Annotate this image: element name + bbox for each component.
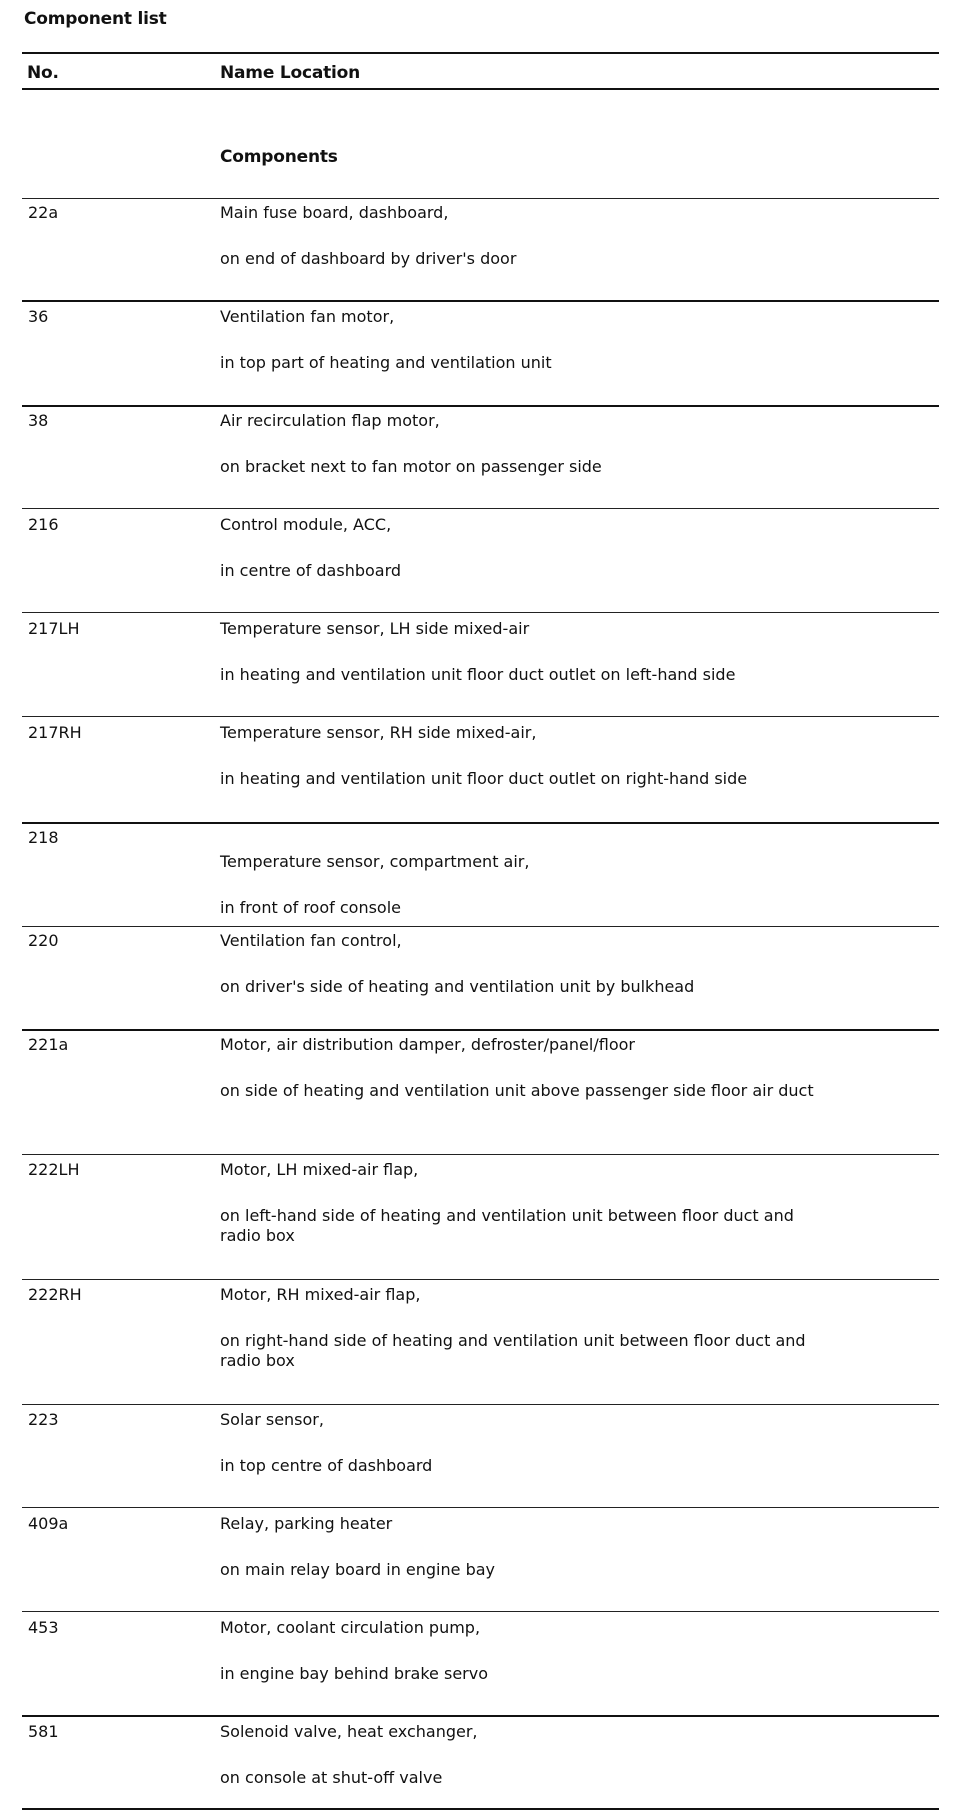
component-location: in front of roof console bbox=[220, 898, 401, 917]
component-number: 22a bbox=[28, 203, 59, 222]
component-number: 222LH bbox=[28, 1160, 80, 1179]
component-location: on end of dashboard by driver's door bbox=[220, 249, 517, 268]
row-divider bbox=[22, 405, 939, 407]
row-divider bbox=[22, 300, 939, 302]
component-location: on right-hand side of heating and ventilation unit between floor duct and radio box bbox=[220, 1331, 806, 1370]
component-name: Air recirculation flap motor, bbox=[220, 411, 440, 430]
row-divider bbox=[22, 1611, 939, 1612]
column-header-no: No. bbox=[27, 63, 59, 83]
row-divider bbox=[22, 822, 939, 824]
component-number: 581 bbox=[28, 1722, 59, 1741]
component-location: on driver's side of heating and ventilation unit by bulkhead bbox=[220, 977, 695, 996]
row-divider bbox=[22, 926, 939, 927]
row-divider bbox=[22, 612, 939, 613]
row-divider bbox=[22, 508, 939, 509]
component-number: 221a bbox=[28, 1035, 69, 1054]
header-top-rule bbox=[22, 52, 939, 54]
component-number: 216 bbox=[28, 515, 59, 534]
component-name: Solar sensor, bbox=[220, 1410, 324, 1429]
section-rule bbox=[22, 198, 939, 199]
component-number: 218 bbox=[28, 828, 59, 847]
component-name: Temperature sensor, RH side mixed-air, bbox=[220, 723, 537, 742]
component-number: 453 bbox=[28, 1618, 59, 1637]
component-location: on main relay board in engine bay bbox=[220, 1560, 495, 1579]
row-divider bbox=[22, 1715, 939, 1717]
component-name: Ventilation fan motor, bbox=[220, 307, 395, 326]
component-number: 217LH bbox=[28, 619, 80, 638]
row-divider bbox=[22, 1029, 939, 1031]
component-name: Temperature sensor, compartment air, bbox=[220, 852, 530, 871]
component-name: Relay, parking heater bbox=[220, 1514, 393, 1533]
component-number: 217RH bbox=[28, 723, 82, 742]
component-name: Temperature sensor, LH side mixed-air bbox=[220, 619, 530, 638]
component-name: Solenoid valve, heat exchanger, bbox=[220, 1722, 478, 1741]
component-name: Motor, air distribution damper, defroster/panel/floor bbox=[220, 1035, 635, 1054]
component-number: 222RH bbox=[28, 1285, 82, 1304]
row-divider bbox=[22, 716, 939, 717]
header-bottom-rule bbox=[22, 88, 939, 90]
section-heading: Components bbox=[220, 147, 338, 167]
row-divider bbox=[22, 1507, 939, 1508]
component-location: in heating and ventilation unit floor duct outlet on left-hand side bbox=[220, 665, 736, 684]
column-header-name-location: Name Location bbox=[220, 63, 361, 83]
row-divider bbox=[22, 1279, 939, 1280]
component-location: on bracket next to fan motor on passenger side bbox=[220, 457, 602, 476]
component-name: Motor, LH mixed-air flap, bbox=[220, 1160, 419, 1179]
component-number: 220 bbox=[28, 931, 59, 950]
component-location: in engine bay behind brake servo bbox=[220, 1664, 488, 1683]
component-name: Control module, ACC, bbox=[220, 515, 392, 534]
row-divider bbox=[22, 1404, 939, 1405]
component-name: Main fuse board, dashboard, bbox=[220, 203, 449, 222]
component-location: on console at shut-off valve bbox=[220, 1768, 443, 1787]
component-location: on side of heating and ventilation unit above passenger side floor air duct bbox=[220, 1081, 814, 1100]
component-number: 223 bbox=[28, 1410, 59, 1429]
component-number: 36 bbox=[28, 307, 49, 326]
component-number: 38 bbox=[28, 411, 49, 430]
component-location: in top centre of dashboard bbox=[220, 1456, 433, 1475]
component-location: in heating and ventilation unit floor duct outlet on right-hand side bbox=[220, 769, 748, 788]
component-number: 409a bbox=[28, 1514, 69, 1533]
table-bottom-rule bbox=[22, 1808, 939, 1810]
row-divider bbox=[22, 1154, 939, 1155]
document-title: Component list bbox=[24, 9, 167, 29]
component-location: in centre of dashboard bbox=[220, 561, 402, 580]
component-location: in top part of heating and ventilation unit bbox=[220, 353, 552, 372]
component-location: on left-hand side of heating and ventilation unit between floor duct and radio box bbox=[220, 1206, 794, 1245]
component-name: Motor, coolant circulation pump, bbox=[220, 1618, 481, 1637]
component-name: Ventilation fan control, bbox=[220, 931, 402, 950]
component-name: Motor, RH mixed-air flap, bbox=[220, 1285, 421, 1304]
